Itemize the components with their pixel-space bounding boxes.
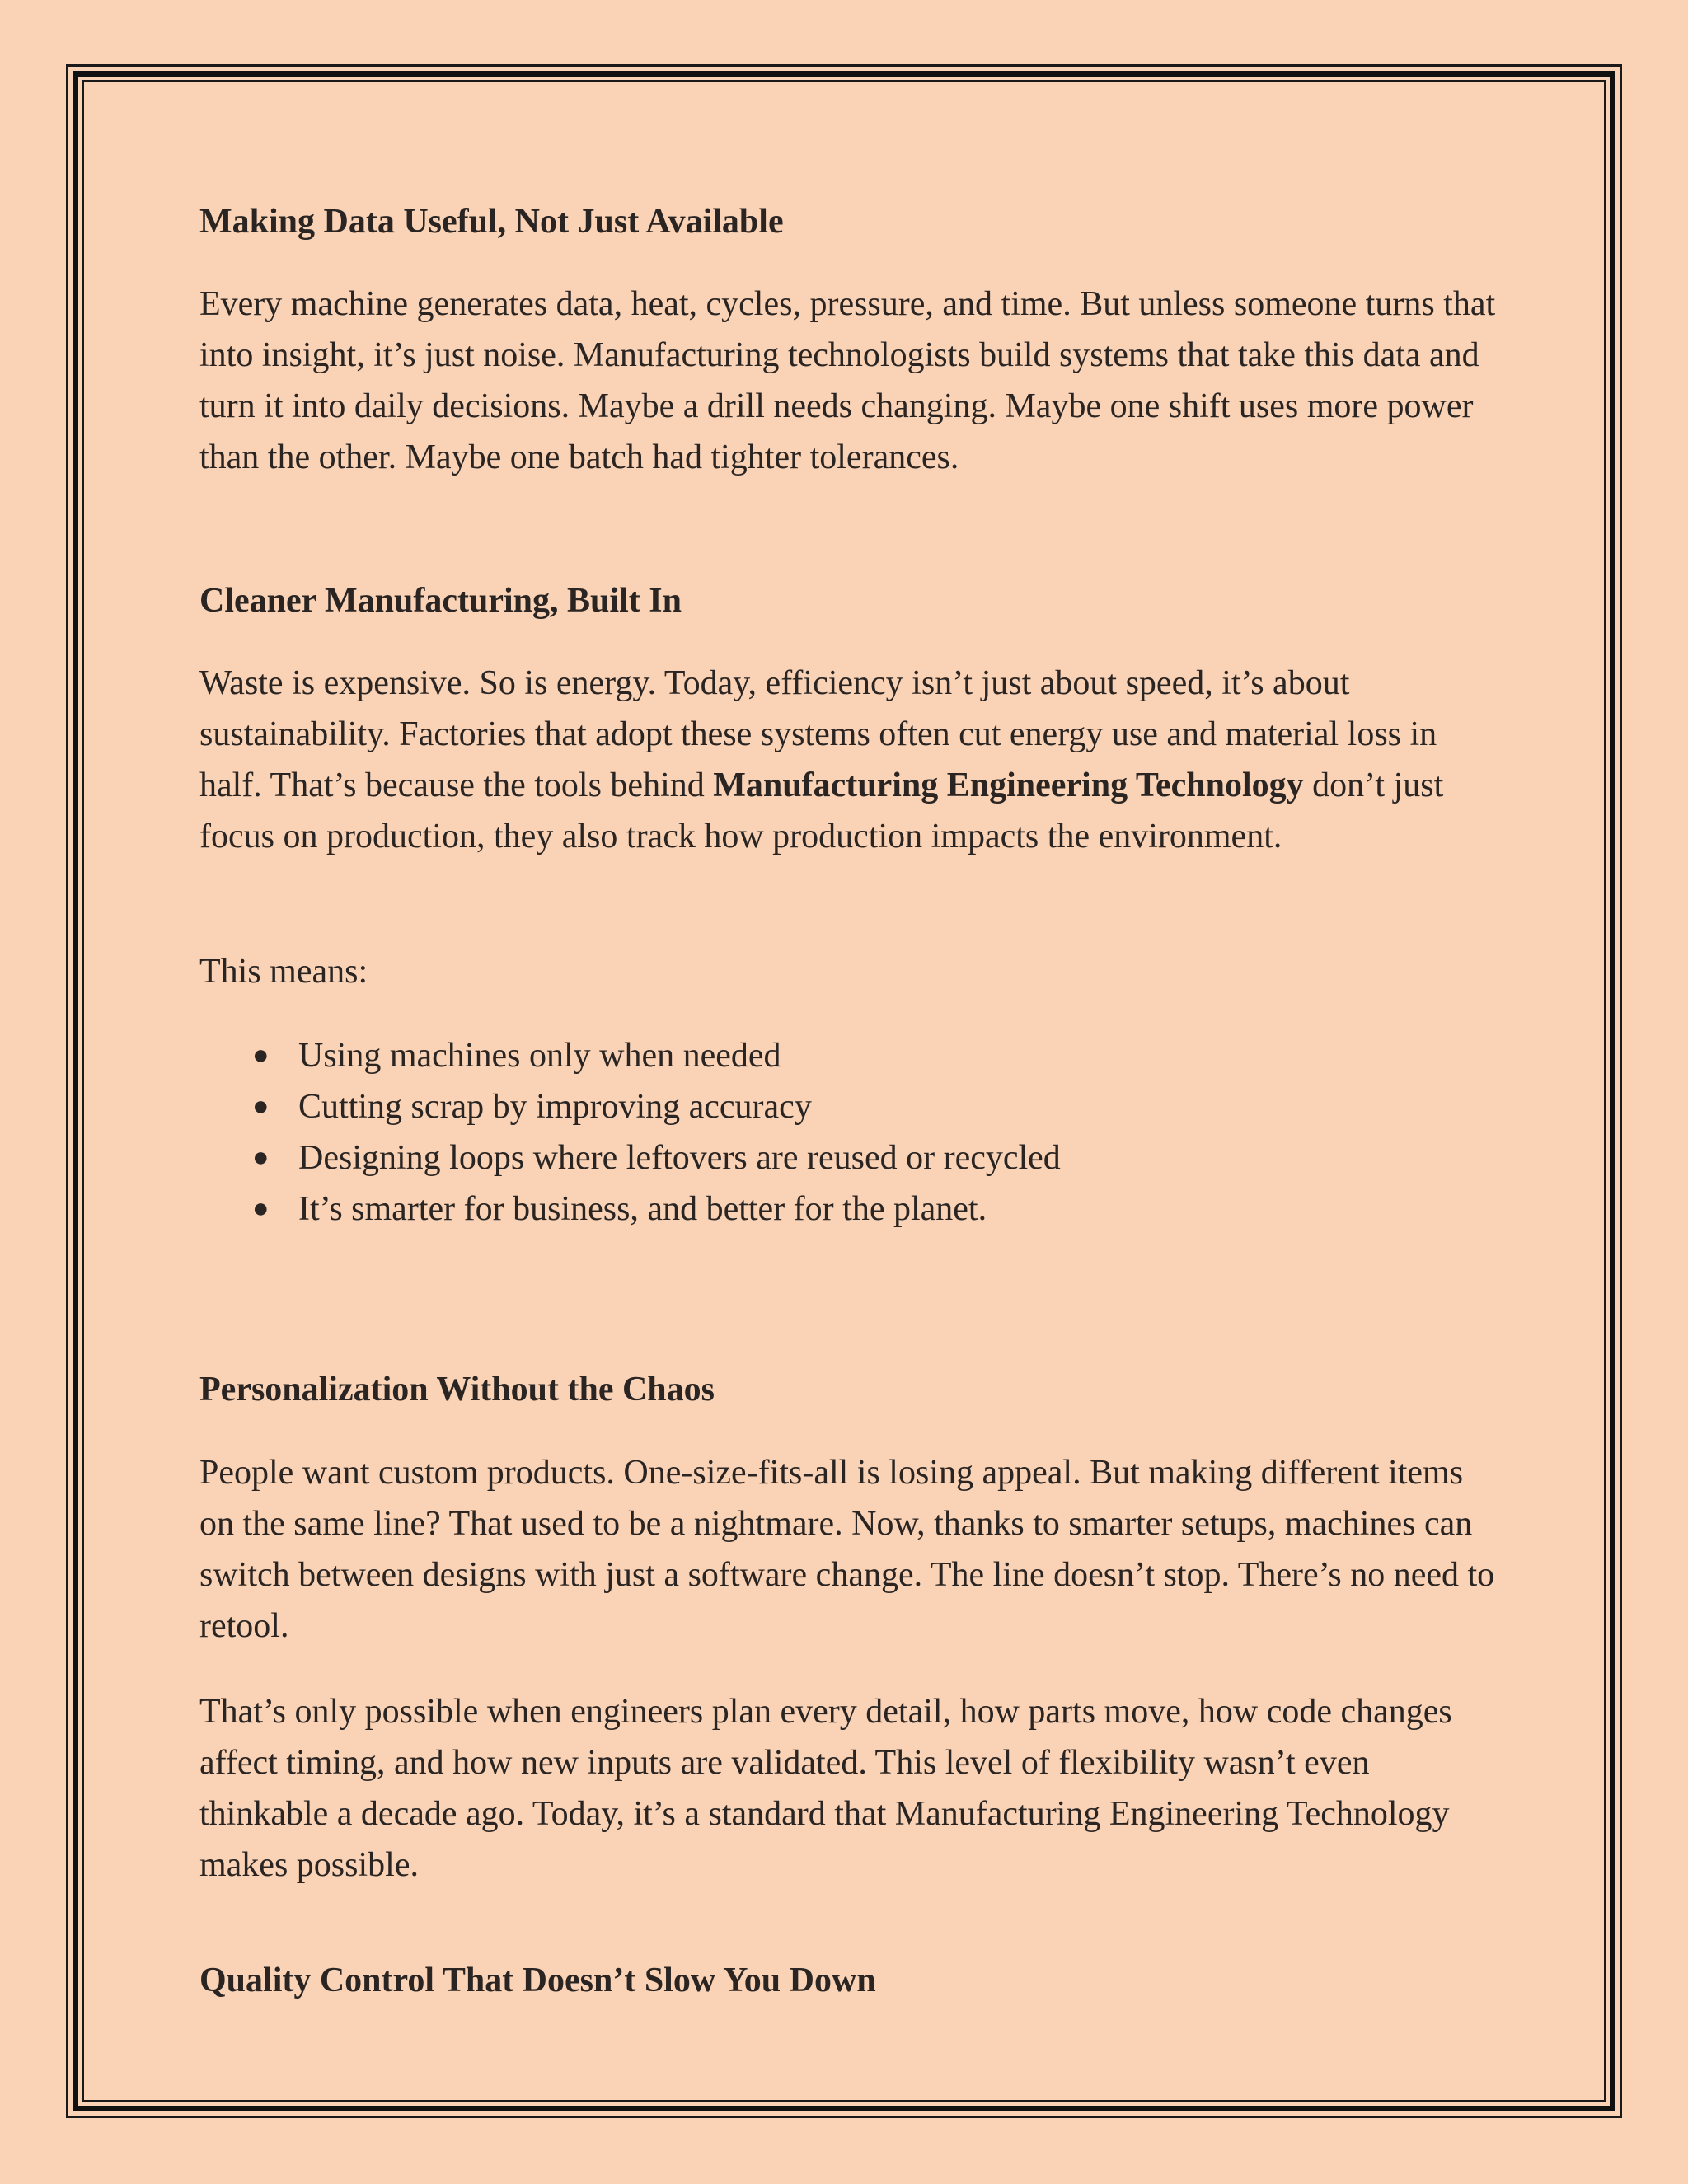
paragraph-text-after: don’t just focus on production, they also track how production impacts the environment.: [199, 766, 1444, 855]
bullet-icon: ●: [252, 1142, 270, 1173]
bullet-icon: ●: [252, 1193, 270, 1224]
list-item-text: Using machines only when needed: [298, 1037, 781, 1075]
section-paragraph-cleaner-manufacturing: [199, 658, 1502, 862]
section-heading-data-useful: Making Data Useful, Not Just Available: [199, 203, 784, 241]
section-paragraph-personalization-2: That’s only possible when engineers plan every detail, how parts move, how code changes affect timing, and how new inputs are validated. This level of flexibility wasn’t even thinkable a decade ago. Today, it’s a standard that Manufacturing Engineering Technology makes possible.: [199, 1693, 1452, 1884]
list-item-text: Cutting scrap by improving accuracy: [298, 1088, 812, 1126]
list-item: [199, 1183, 1502, 1235]
bold-term: Manufacturing Engineering Technology: [713, 766, 1304, 804]
section-heading-cleaner-manufacturing: Cleaner Manufacturing, Built In: [199, 582, 682, 620]
section-heading-quality-control: Quality Control That Doesn’t Slow You Down: [199, 1961, 876, 1999]
section-heading-personalization: Personalization Without the Chaos: [199, 1371, 715, 1408]
section-paragraph-data-useful: Every machine generates data, heat, cycles, pressure, and time. But unless someone turns that into insight, it’s just noise. Manufacturing technologists build systems that take this data and turn it into daily decisions. Maybe a drill needs changing. Maybe one shift uses more power than the other. Maybe one batch had tighter tolerances.: [199, 285, 1496, 476]
paragraph-text-before: Waste is expensive. So is energy. Today, efficiency isn’t just about speed, it’s about sustainability. Factories that adopt these systems often cut energy use and material loss in half. That’s because the tools behind: [199, 664, 1437, 804]
bullet-list: [199, 1030, 1502, 1235]
list-intro: This means:: [199, 953, 368, 991]
list-item: [199, 1081, 1502, 1132]
section-paragraph-personalization-1: People want custom products. One-size-fits-all is losing appeal. But making different items on the same line? That used to be a nightmare. Now, thanks to smarter setups, machines can switch between designs with just a software change. The line doesn’t stop. There’s no need to retool.: [199, 1454, 1495, 1645]
bullet-icon: ●: [252, 1091, 270, 1122]
bullet-icon: ●: [252, 1040, 270, 1071]
list-item-text: It’s smarter for business, and better for the planet.: [298, 1190, 987, 1228]
list-item: [199, 1030, 1502, 1081]
list-item-text: Designing loops where leftovers are reused or recycled: [298, 1139, 1061, 1177]
list-item: [199, 1132, 1502, 1183]
